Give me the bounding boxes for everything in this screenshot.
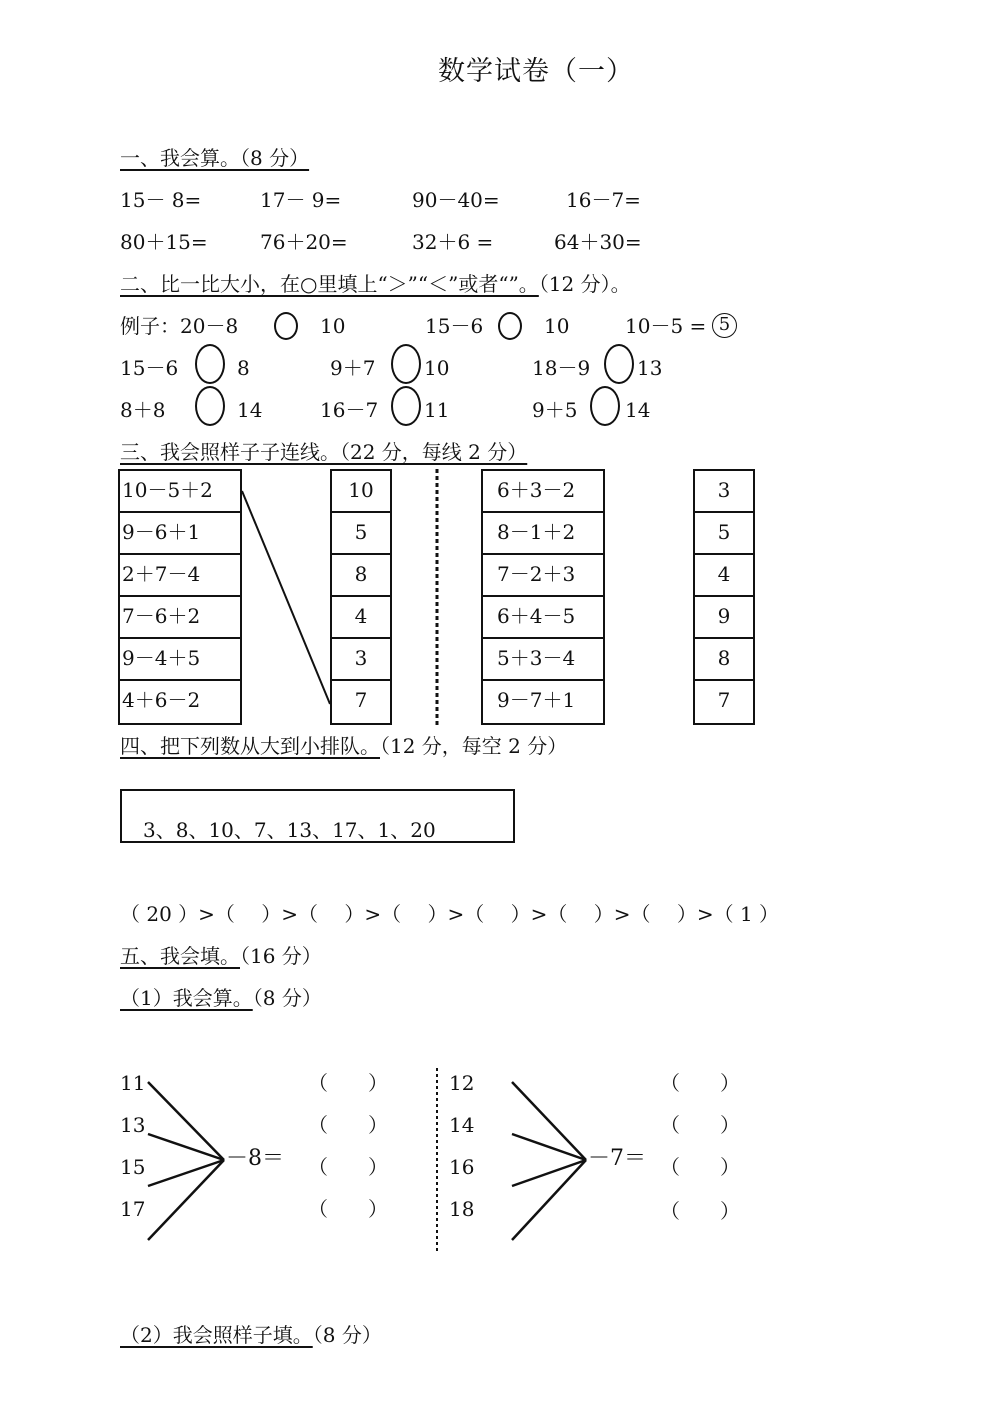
fan-number: 16 — [449, 1155, 475, 1179]
fan-number: 14 — [449, 1113, 475, 1137]
answer-paren[interactable]: （ ） — [308, 1113, 388, 1137]
problem: 17－ 9= — [260, 188, 342, 212]
example-right: 10 — [544, 314, 570, 338]
compare-right: 13 — [637, 356, 663, 380]
answer-box[interactable]: 10 — [330, 469, 392, 513]
expression-box[interactable]: 9－4＋5 — [118, 637, 242, 681]
section-4-heading-score: （12 分，每空 2 分） — [380, 734, 568, 758]
subsection-2-main: （2）我会照样子填。 — [120, 1323, 313, 1347]
section-5-heading-score: （16 分） — [240, 944, 322, 968]
section-4-heading-main: 四、把下列数从大到小排队。 — [120, 734, 380, 758]
answer-box[interactable]: 5 — [330, 511, 392, 555]
expression-box[interactable]: 7－6＋2 — [118, 595, 242, 639]
compare-right: 11 — [424, 398, 450, 422]
problem: 80＋15= — [120, 230, 208, 254]
fan-operation: －8＝ — [226, 1146, 284, 1171]
expression-box[interactable]: 6＋4－5 — [481, 595, 605, 639]
answer-box[interactable]: 5 — [693, 511, 755, 555]
expression-box[interactable]: 8－1＋2 — [481, 511, 605, 555]
answer-box[interactable]: 7 — [693, 679, 755, 725]
expression-box[interactable]: 5＋3－4 — [481, 637, 605, 681]
problem: 76＋20= — [260, 230, 348, 254]
expression-box[interactable]: 4＋6－2 — [118, 679, 242, 725]
section-1-heading: 一、我会算。（8 分） — [120, 146, 310, 170]
compare-left: 9＋7 — [330, 356, 376, 380]
section-3-heading: 三、我会照样子子连线。（22 分，每线 2 分） — [120, 440, 528, 464]
page-title: 数学试卷（一） — [438, 56, 634, 87]
answer-box[interactable]: 3 — [693, 469, 755, 513]
fan-number: 15 — [120, 1155, 146, 1179]
answer-box[interactable]: 7 — [330, 679, 392, 725]
fan-number: 11 — [120, 1071, 146, 1095]
compare-right: 14 — [625, 398, 651, 422]
compare-right: 8 — [237, 356, 250, 380]
example-connector-line — [242, 491, 330, 704]
fan-operation: －7＝ — [588, 1146, 646, 1171]
compare-left: 16－7 — [320, 398, 379, 422]
example-left: 10－5 = — [625, 314, 707, 338]
answer-box[interactable]: 8 — [693, 637, 755, 681]
example-left: 例子：20－8 — [120, 314, 239, 338]
expression-box[interactable]: 10－5＋2 — [118, 469, 242, 513]
answer-paren[interactable]: （ ） — [660, 1199, 740, 1223]
compare-left: 18－9 — [532, 356, 591, 380]
answer-box[interactable]: 4 — [693, 553, 755, 597]
numbers-list: 3、8、10、7、13、17、1、20 — [143, 818, 436, 842]
problem: 16－7= — [566, 188, 641, 212]
answer-box[interactable]: 9 — [693, 595, 755, 639]
section-5-heading-main: 五、我会填。 — [120, 944, 240, 968]
answer-paren[interactable]: （ ） — [660, 1113, 740, 1137]
subsection-1-main: （1）我会算。 — [120, 986, 253, 1010]
fan-number: 17 — [120, 1197, 146, 1221]
subsection-2-heading — [120, 1323, 382, 1347]
problem: 90－40= — [412, 188, 500, 212]
answer-paren[interactable]: （ ） — [660, 1155, 740, 1179]
expression-box[interactable]: 7－2＋3 — [481, 553, 605, 597]
answer-paren[interactable]: （ ） — [308, 1155, 388, 1179]
section-2-heading-score: （12 分）。 — [538, 272, 631, 296]
section-4-heading — [120, 734, 567, 758]
fan-number: 13 — [120, 1113, 146, 1137]
answer-paren[interactable]: （ ） — [308, 1197, 388, 1221]
ordering-answer-row[interactable]: （ 20 ）>（ ）>（ ）>（ ）>（ ）>（ ）>（ ）>（ 1 ） — [120, 902, 780, 926]
answer-paren[interactable]: （ ） — [660, 1071, 740, 1095]
problem: 64＋30= — [554, 230, 642, 254]
problem: 32＋6 = — [412, 230, 494, 254]
answer-box[interactable]: 4 — [330, 595, 392, 639]
subsection-1-score: （8 分） — [252, 986, 322, 1010]
compare-right: 10 — [424, 356, 450, 380]
expression-box[interactable]: 2＋7－4 — [118, 553, 242, 597]
compare-left: 8＋8 — [120, 398, 166, 422]
example-left: 15－6 — [425, 314, 484, 338]
fan-number: 18 — [449, 1197, 475, 1221]
answer-box[interactable]: 3 — [330, 637, 392, 681]
problem: 15－ 8= — [120, 188, 202, 212]
expression-box[interactable]: 9－6＋1 — [118, 511, 242, 555]
example-answer-circle: 5 — [712, 313, 737, 338]
section-5-heading — [120, 944, 322, 968]
compare-right: 14 — [237, 398, 263, 422]
answer-box[interactable]: 8 — [330, 553, 392, 597]
answer-paren[interactable]: （ ） — [308, 1071, 388, 1095]
subsection-2-score: （8 分） — [312, 1323, 382, 1347]
example-right: 10 — [320, 314, 346, 338]
expression-box[interactable]: 6＋3－2 — [481, 469, 605, 513]
compare-left: 9＋5 — [532, 398, 578, 422]
expression-box[interactable]: 9－7＋1 — [481, 679, 605, 725]
section-2-heading-main: 二、比一比大小，在○里填上“＞”“＜”或者“”。 — [120, 272, 539, 296]
fan-number: 12 — [449, 1071, 475, 1095]
compare-left: 15－6 — [120, 356, 179, 380]
subsection-1-heading — [120, 986, 322, 1010]
